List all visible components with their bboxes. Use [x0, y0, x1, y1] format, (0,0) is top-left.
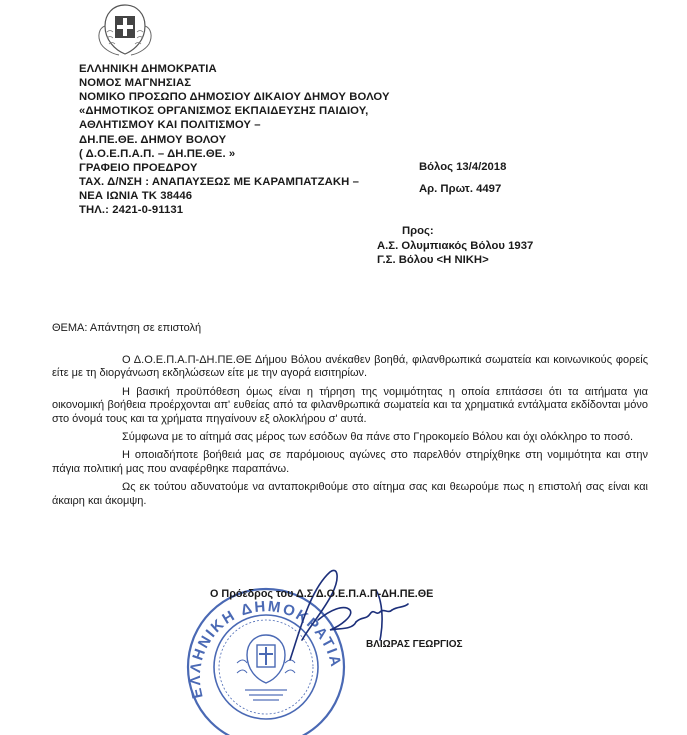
header-line: ΑΘΛΗΤΙΣΜΟΥ ΚΑΙ ΠΟΛΙΤΙΣΜΟΥ –	[79, 119, 261, 131]
recipient: Γ.Σ. Βόλου <Η ΝΙΚΗ>	[377, 254, 489, 266]
body-paragraph: Ως εκ τούτου αδυνατούμε να ανταποκριθούμε στο αίτημα σας και θεωρούμε πως η επιστολή σας είναι και άκαιρη και άκομψη.	[52, 481, 648, 507]
header-line: «ΔΗΜΟΤΙΚΟΣ ΟΡΓΑΝΙΣΜΟΣ ΕΚΠΑΙΔΕΥΣΗΣ ΠΑΙΔΙΟΥ,	[79, 105, 369, 117]
header-line: ΕΛΛΗΝΙΚΗ ΔΗΜΟΚΡΑΤΙΑ	[79, 63, 217, 75]
protocol-number: Αρ. Πρωτ. 4497	[419, 183, 502, 195]
body-paragraph: Ο Δ.Ο.Ε.Π.Α.Π-ΔΗ.ΠΕ.ΘΕ Δήμου Βόλου ανέκαθεν βοηθά, φιλανθρωπικά σωματεία και κοινωνικούς φορείς είτε με τη διοργάνωση εκδηλώσεων είτε με την αγορά εισιτηρίων.	[52, 354, 648, 380]
greek-coat-of-arms-icon	[95, 2, 155, 58]
handwritten-signature	[280, 560, 420, 670]
header-line: ΝΕΑ ΙΩΝΙΑ ΤΚ 38446	[79, 190, 193, 202]
letter-body	[52, 354, 648, 513]
header-line: ΔΗ.ΠΕ.ΘΕ. ΔΗΜΟΥ ΒΟΛΟΥ	[79, 134, 227, 146]
body-paragraph: Σύμφωνα με το αίτημά σας μέρος των εσόδων θα πάνε στο Γηροκομείο Βόλου και όχι ολόκληρο το ποσό.	[122, 431, 634, 444]
body-paragraph: Η οποιαδήποτε βοήθειά μας σε παρόμοιους αγώνες στο παρελθόν στηρίχθηκε στη νομιμότητα και στην πάγια πολιτική μας που αναφέρθηκε παραπάνω.	[52, 449, 648, 475]
header-line: ΤΑΧ. Δ/ΝΣΗ : ΑΝΑΠΑΥΣΕΩΣ ΜΕ ΚΑΡΑΜΠΑΤΖΑΚΗ –	[79, 176, 360, 188]
signatory-name: ΒΛΙΩΡΑΣ ΓΕΩΡΓΙΟΣ	[366, 639, 463, 650]
header-line: ΓΡΑΦΕΙΟ ΠΡΟΕΔΡΟΥ	[79, 162, 198, 174]
signatory-title: Ο Πρόεδρος του Δ.Σ Δ.Ο.Ε.Π.Α.Π-ΔΗ.ΠΕ.ΘΕ	[210, 588, 434, 600]
recipient: Α.Σ. Ολυμπιακός Βόλου 1937	[377, 240, 534, 252]
recipients-label: Προς:	[402, 225, 434, 237]
letter-date: Βόλος 13/4/2018	[419, 161, 507, 173]
header-line: ΝΟΜΙΚΟ ΠΡΟΣΩΠΟ ΔΗΜΟΣΙΟΥ ΔΙΚΑΙΟΥ ΔΗΜΟΥ ΒΟΛΟΥ	[79, 91, 390, 103]
seal-text: ΕΛΛΗΝΙΚΗ ΔΗΜΟΚΡΑΤΙΑ	[186, 598, 345, 700]
header-line: ( Δ.Ο.Ε.Π.Α.Π. – ΔΗ.ΠΕ.ΘΕ. »	[79, 148, 236, 160]
header-line: ΤΗΛ.: 2421-0-91131	[79, 204, 184, 216]
header-line: ΝΟΜΟΣ ΜΑΓΝΗΣΙΑΣ	[79, 77, 192, 89]
body-paragraph: Η βασική προϋπόθεση όμως είναι η τήρηση της νομιμότητας η οποία επιτάσσει ότι τα αιτήματα για οικονομική βοήθεια προέρχονται απ' ευθείας από τα φιλανθρωπικά σωματεία και τα χρηματικά εντάλματα εκδίδονται μόνο στο όνομά τους και τα χρήματα πηγαίνουν εξ ολοκλήρου σ' αυτά.	[52, 385, 648, 425]
subject-line: ΘΕΜΑ: Απάντηση σε επιστολή	[52, 322, 202, 334]
